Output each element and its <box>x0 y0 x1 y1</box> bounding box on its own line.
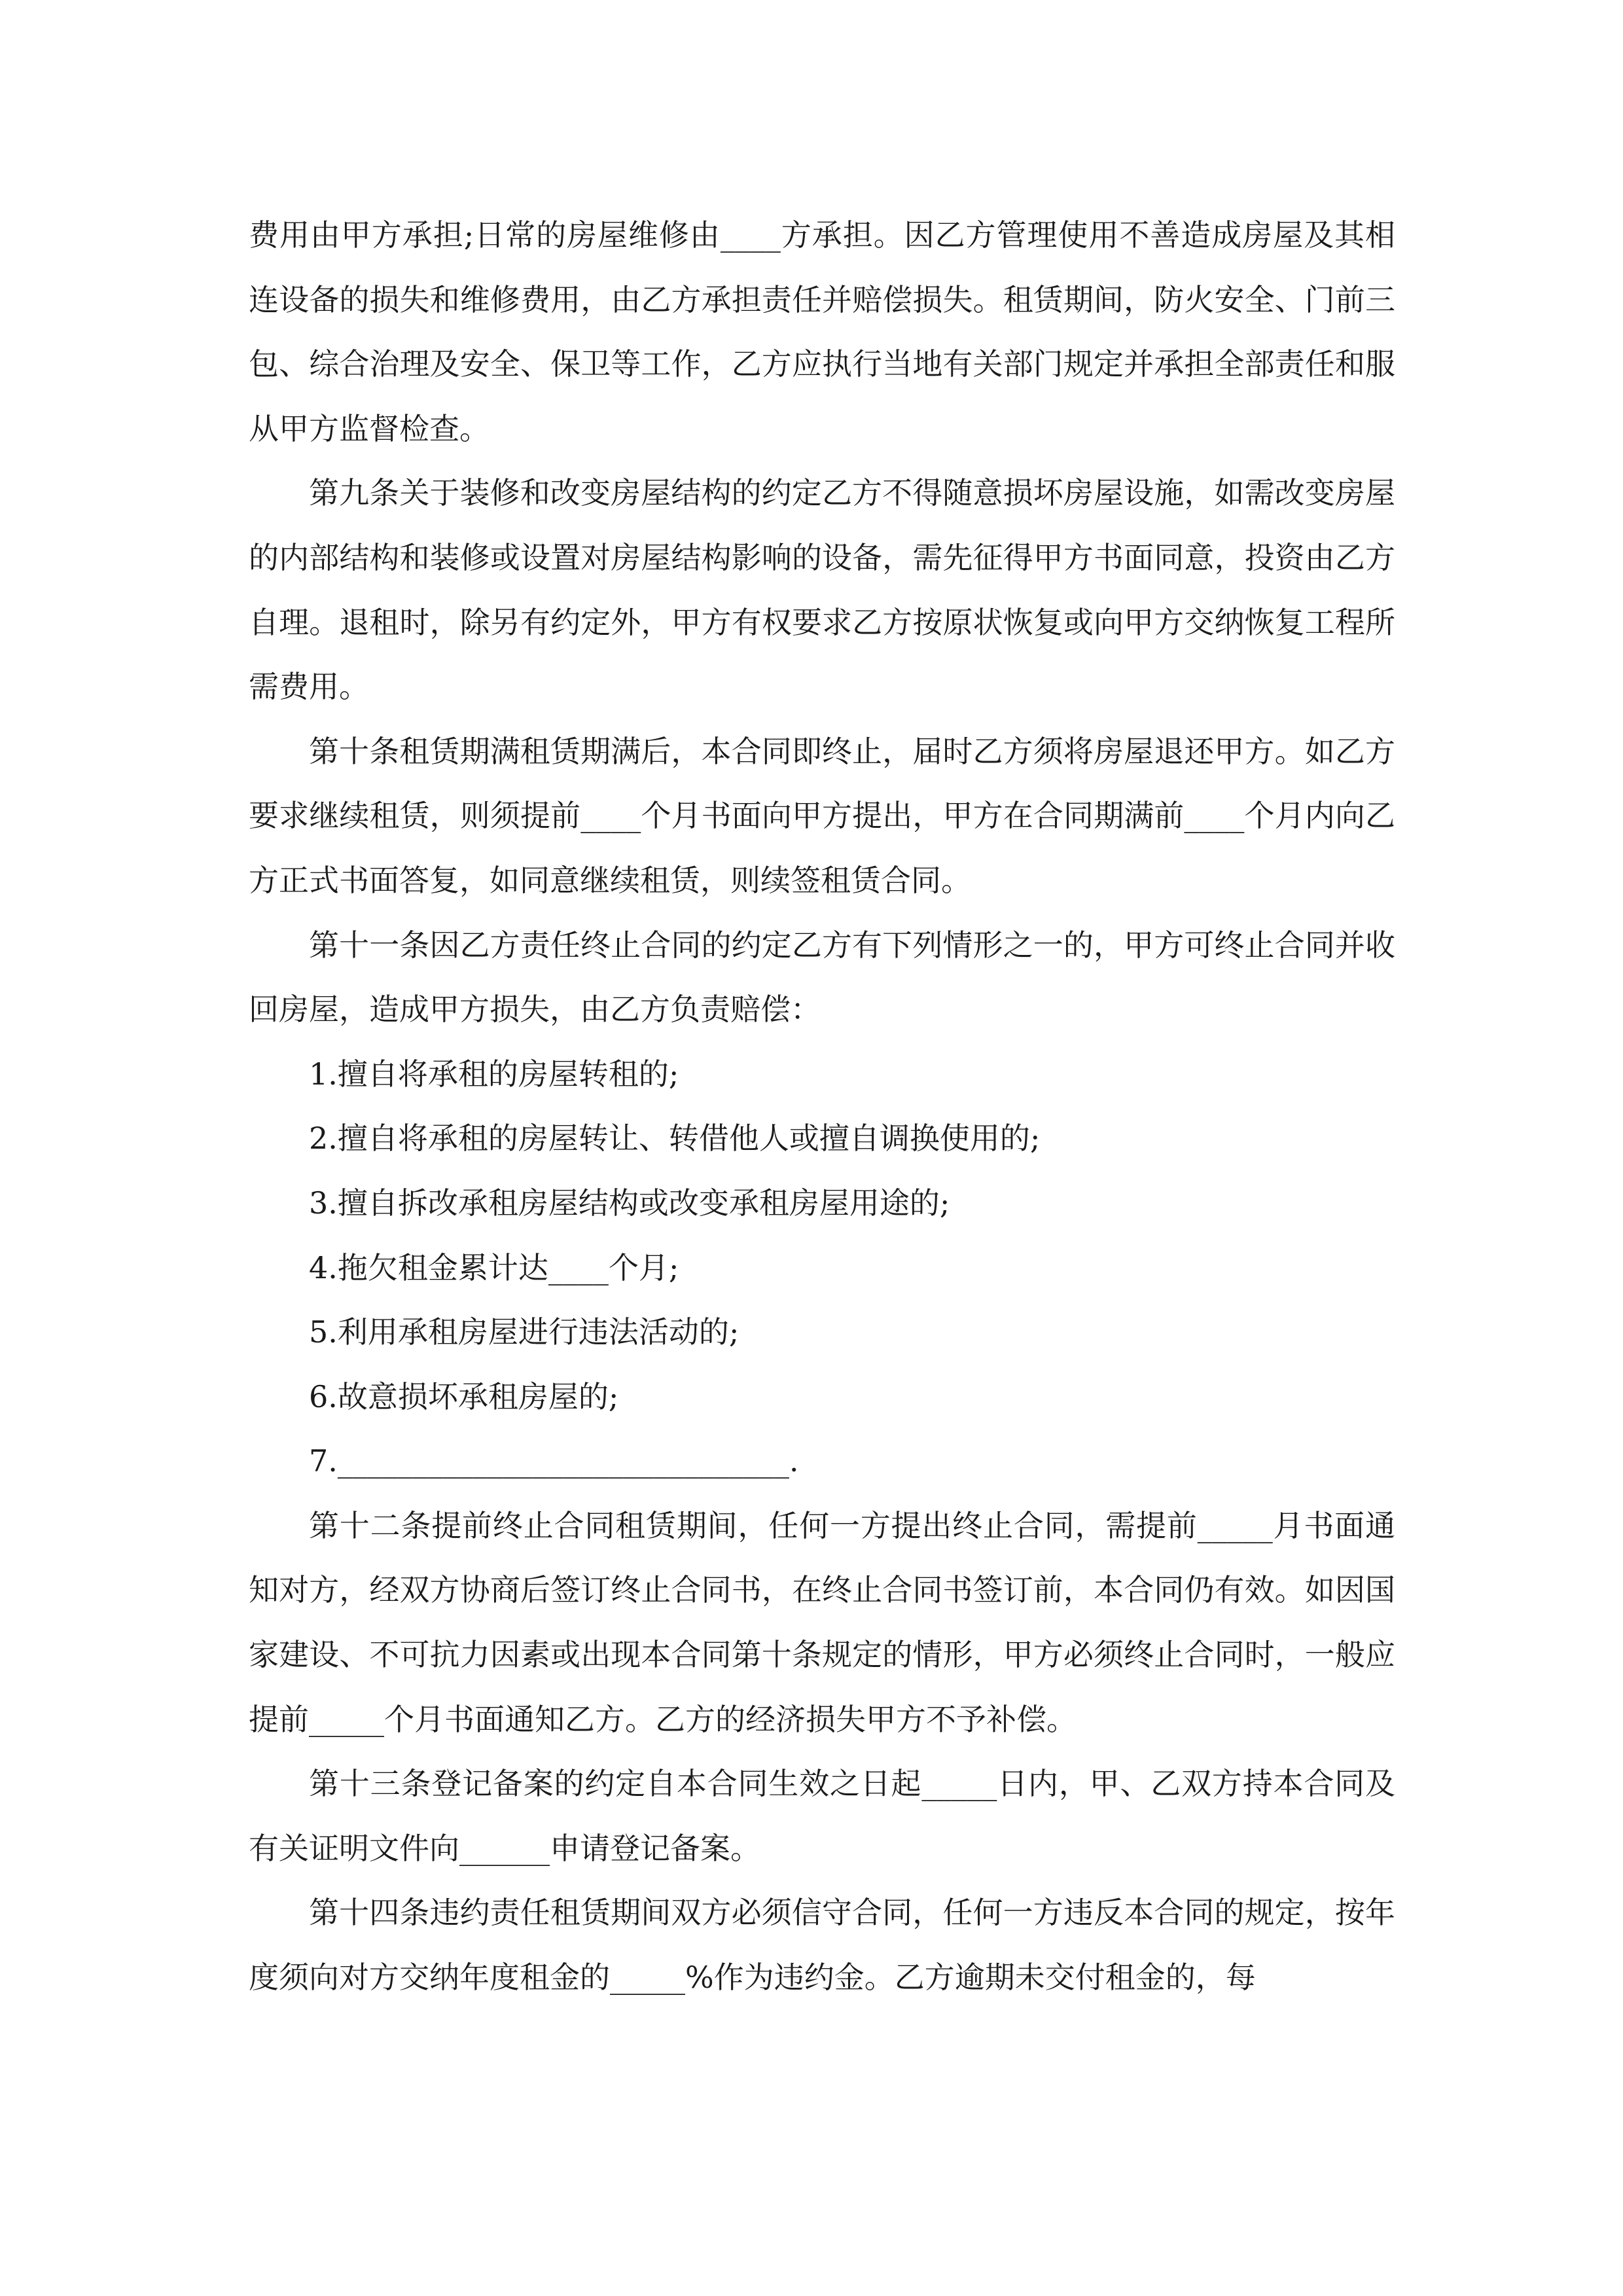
list-item-2: 2.擅自将承租的房屋转让、转借他人或擅自调换使用的; <box>309 1121 1041 1157</box>
paragraph-article-12: 第十二条提前终止合同租赁期间，任何一方提出终止合同，需提前_____月书面通知对方，经双方协商后签订终止合同书，在终止合同书签订前，本合同仍有效。如因国家建设、不可抗力因素或出现本合同第十条规定的情形，甲方必须终止合同时，一般应提前_____个月书面通知乙方。乙方的经济损失甲方不予补偿。 <box>249 1507 1395 1737</box>
list-item-4: 4.拖欠租金累计达____个月; <box>309 1249 679 1285</box>
list-item-6: 6.故意损坏承租房屋的; <box>309 1378 619 1414</box>
paragraph-maintenance-costs: 费用由甲方承担;日常的房屋维修由____方承担。因乙方管理使用不善造成房屋及其相连设备的损失和维修费用，由乙方承担责任并赔偿损失。租赁期间，防火安全、门前三包、综合治理及安全、保卫等工作，乙方应执行当地有关部门规定并承担全部责任和服从甲方监督检查。 <box>249 217 1395 446</box>
paragraph-article-13: 第十三条登记备案的约定自本合同生效之日起_____日内，甲、乙双方持本合同及有关证明文件向______申请登记备案。 <box>249 1766 1395 1866</box>
paragraph-article-11: 第十一条因乙方责任终止合同的约定乙方有下列情形之一的，甲方可终止合同并收回房屋，造成甲方损失，由乙方负责赔偿： <box>249 927 1395 1028</box>
paragraph-article-14: 第十四条违约责任租赁期间双方必须信守合同，任何一方违反本合同的规定，按年度须向对方交纳年度租金的_____%作为违约金。乙方逾期未交付租金的，每 <box>249 1895 1395 1996</box>
paragraph-article-10: 第十条租赁期满租赁期满后，本合同即终止，届时乙方须将房屋退还甲方。如乙方要求继续租赁，则须提前____个月书面向甲方提出，甲方在合同期满前____个月内向乙方正式书面答复，如同意继续租赁，则续签租赁合同。 <box>249 733 1395 898</box>
paragraph-article-9: 第九条关于装修和改变房屋结构的约定乙方不得随意损坏房屋设施，如需改变房屋的内部结构和装修或设置对房屋结构影响的设备，需先征得甲方书面同意，投资由乙方自理。退租时，除另有约定外，甲方有权要求乙方按原状恢复或向甲方交纳恢复工程所需费用。 <box>249 475 1395 705</box>
list-item-1: 1.擅自将承租的房屋转租的; <box>309 1056 679 1092</box>
document-body <box>249 203 1395 2010</box>
list-item-5: 5.利用承租房屋进行违法活动的; <box>309 1314 740 1350</box>
list-item-7: 7.______________________________. <box>309 1443 799 1479</box>
list-item-3: 3.擅自拆改承租房屋结构或改变承租房屋用途的; <box>309 1185 950 1221</box>
